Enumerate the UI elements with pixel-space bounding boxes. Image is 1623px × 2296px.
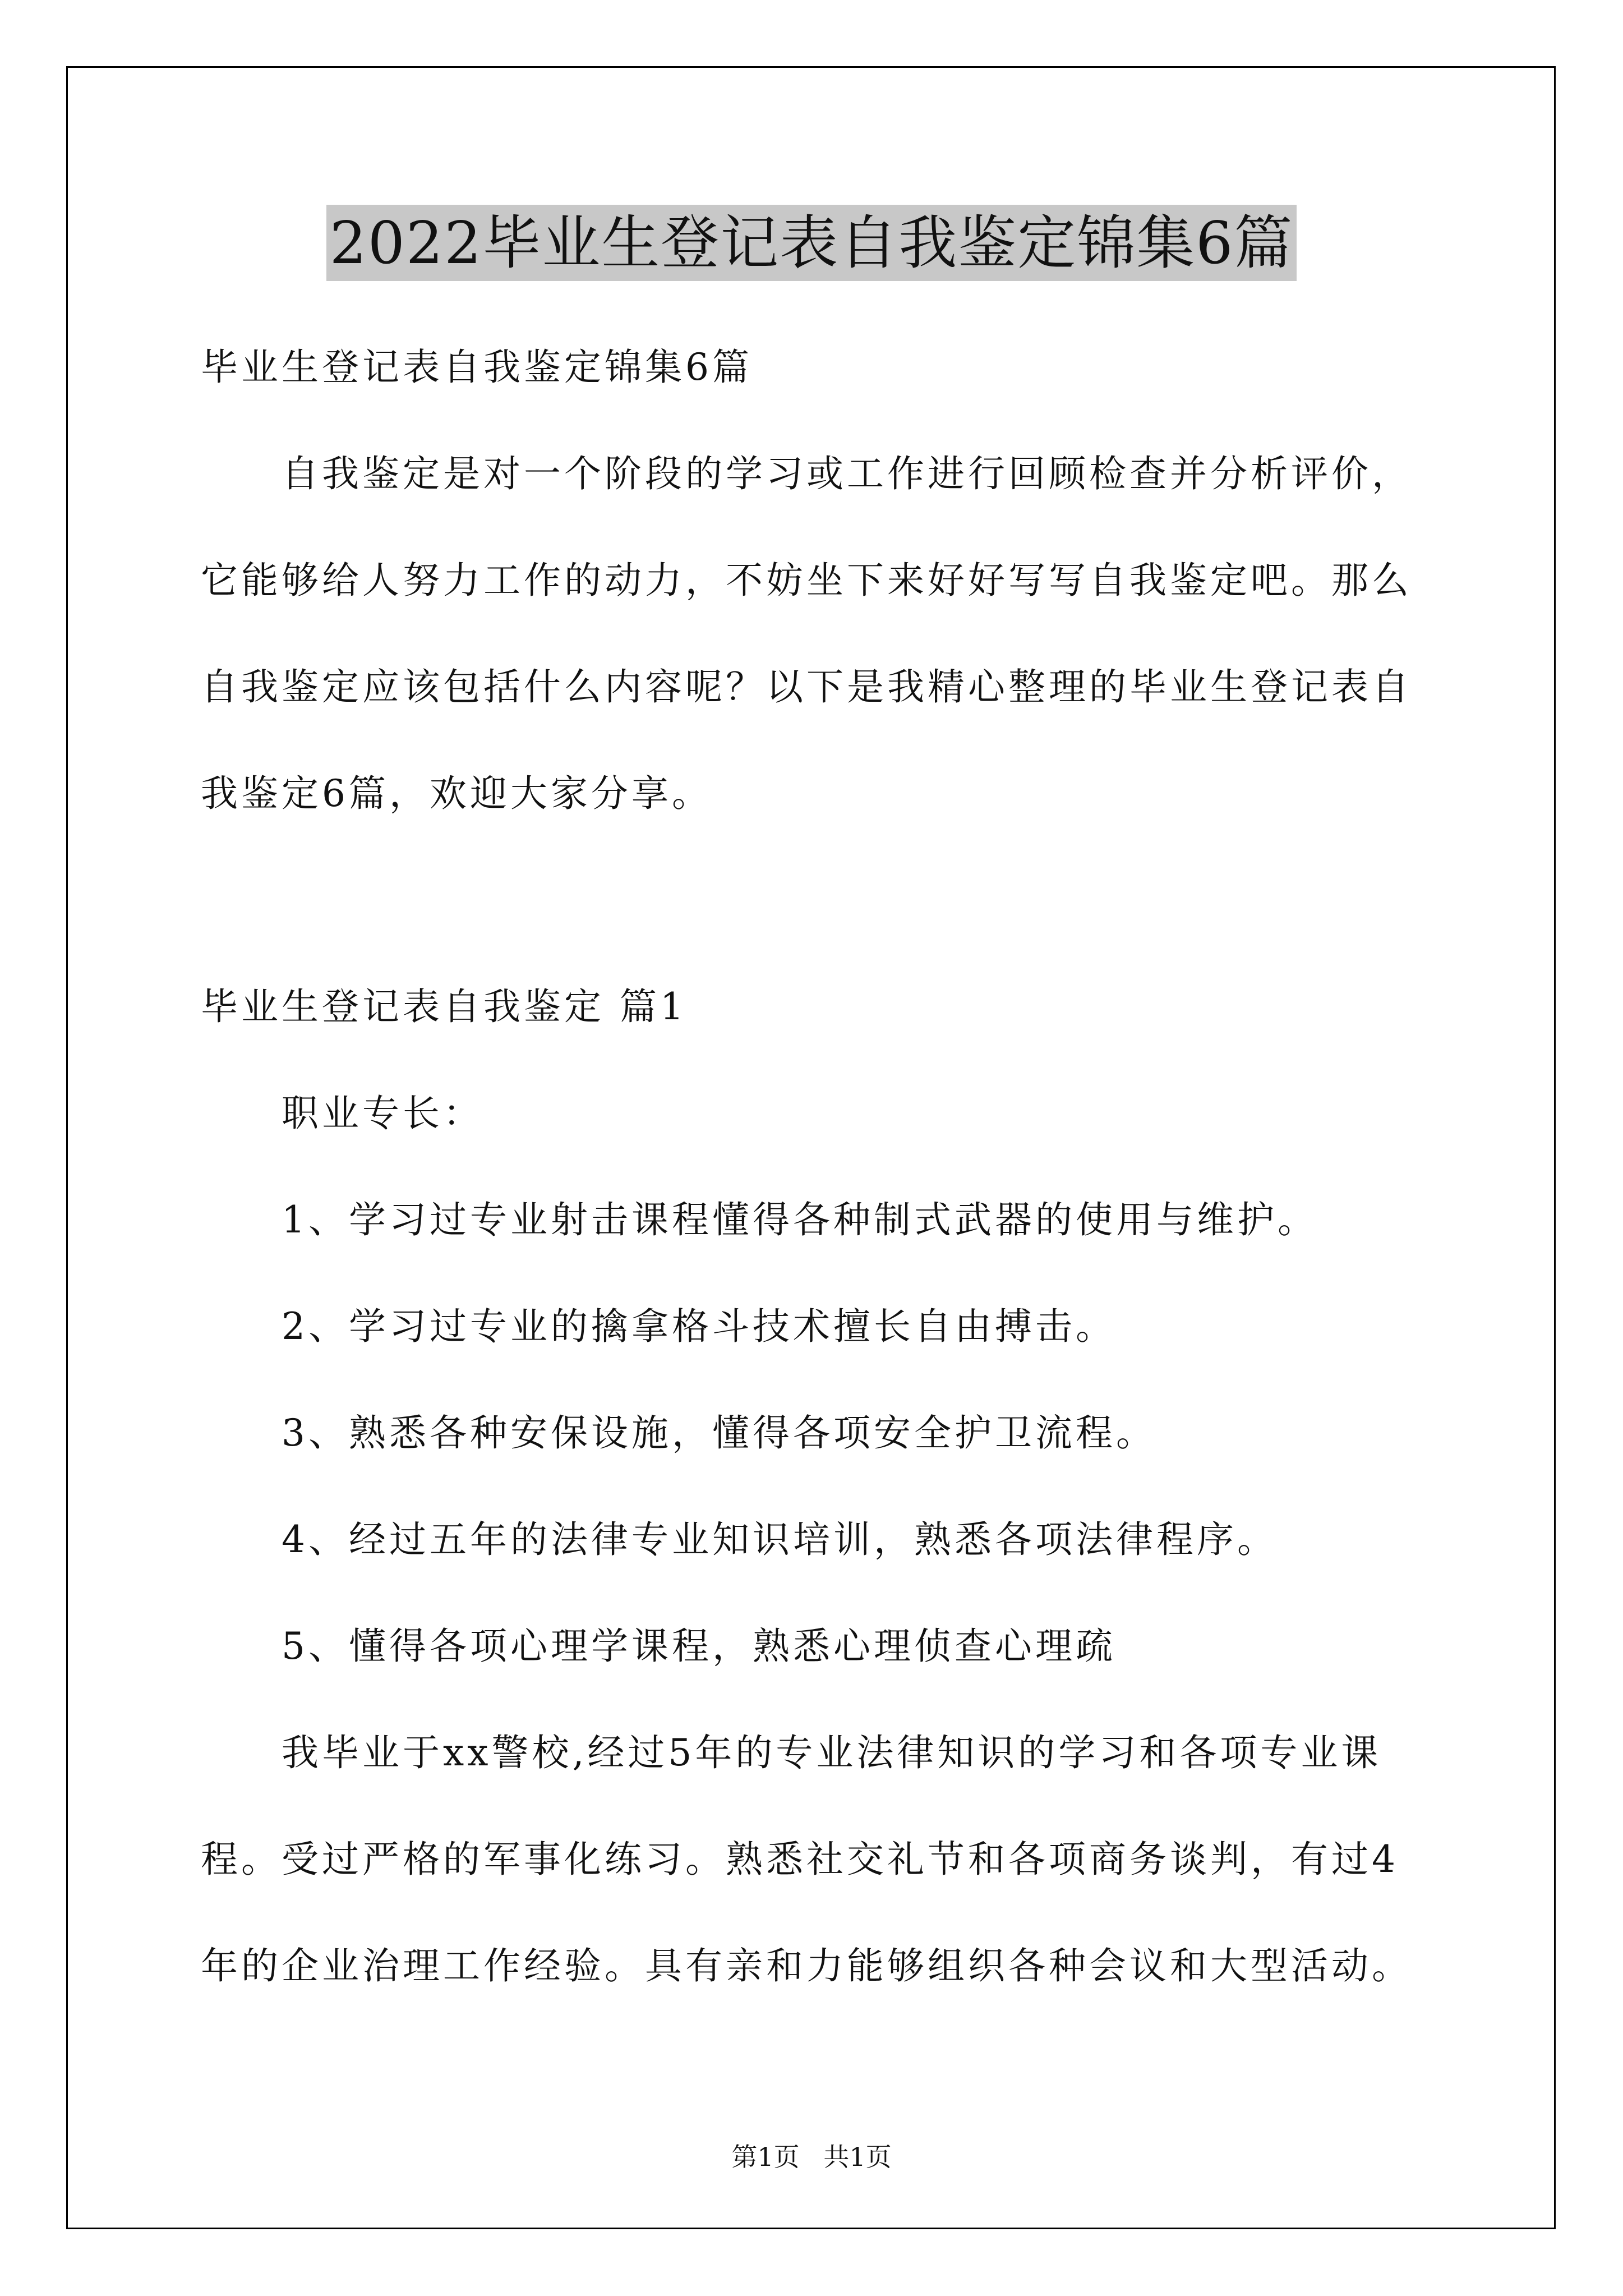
intro-line: 我鉴定6篇，欢迎大家分享。 bbox=[201, 772, 712, 815]
document-title: 2022毕业生登记表自我鉴定锦集6篇 bbox=[326, 205, 1297, 281]
title-container bbox=[0, 205, 1623, 281]
document-body bbox=[201, 314, 1423, 2019]
specialty-item: 2、学习过专业的擒拿格斗技术擅长自由搏击。 bbox=[282, 1305, 1116, 1348]
blank-line bbox=[201, 847, 1423, 954]
specialty-item: 1、学习过专业射击课程懂得各种制式武器的使用与维护。 bbox=[282, 1198, 1318, 1241]
intro-line: 自我鉴定是对一个阶段的学习或工作进行回顾检查并分析评价， bbox=[282, 452, 1412, 495]
page-footer bbox=[0, 2140, 1623, 2174]
body-line: 程。受过严格的军事化练习。熟悉社交礼节和各项商务谈判，有过4 bbox=[201, 1838, 1399, 1881]
body-line: 年的企业治理工作经验。具有亲和力能够组织各种会议和大型活动。 bbox=[201, 1944, 1412, 1987]
page-total: 共1页 bbox=[823, 2142, 892, 2172]
page-number: 第1页 bbox=[731, 2142, 800, 2172]
specialty-label: 职业专长： bbox=[282, 1092, 483, 1135]
body-line: 我毕业于xx警校,经过5年的专业法律知识的学习和各项专业课 bbox=[282, 1731, 1382, 1774]
specialty-item: 4、经过五年的法律专业知识培训，熟悉各项法律程序。 bbox=[282, 1518, 1278, 1561]
intro-line: 自我鉴定应该包括什么内容呢？以下是我精心整理的毕业生登记表自 bbox=[201, 665, 1412, 708]
document-subtitle: 毕业生登记表自我鉴定锦集6篇 bbox=[201, 346, 753, 389]
specialty-item: 3、熟悉各种安保设施，懂得各项安全护卫流程。 bbox=[282, 1411, 1156, 1455]
intro-line: 它能够给人努力工作的动力，不妨坐下来好好写写自我鉴定吧。那么 bbox=[201, 559, 1412, 602]
specialty-item: 5、懂得各项心理学课程，熟悉心理侦查心理疏 bbox=[282, 1625, 1116, 1668]
section-heading: 毕业生登记表自我鉴定 篇1 bbox=[201, 985, 687, 1028]
